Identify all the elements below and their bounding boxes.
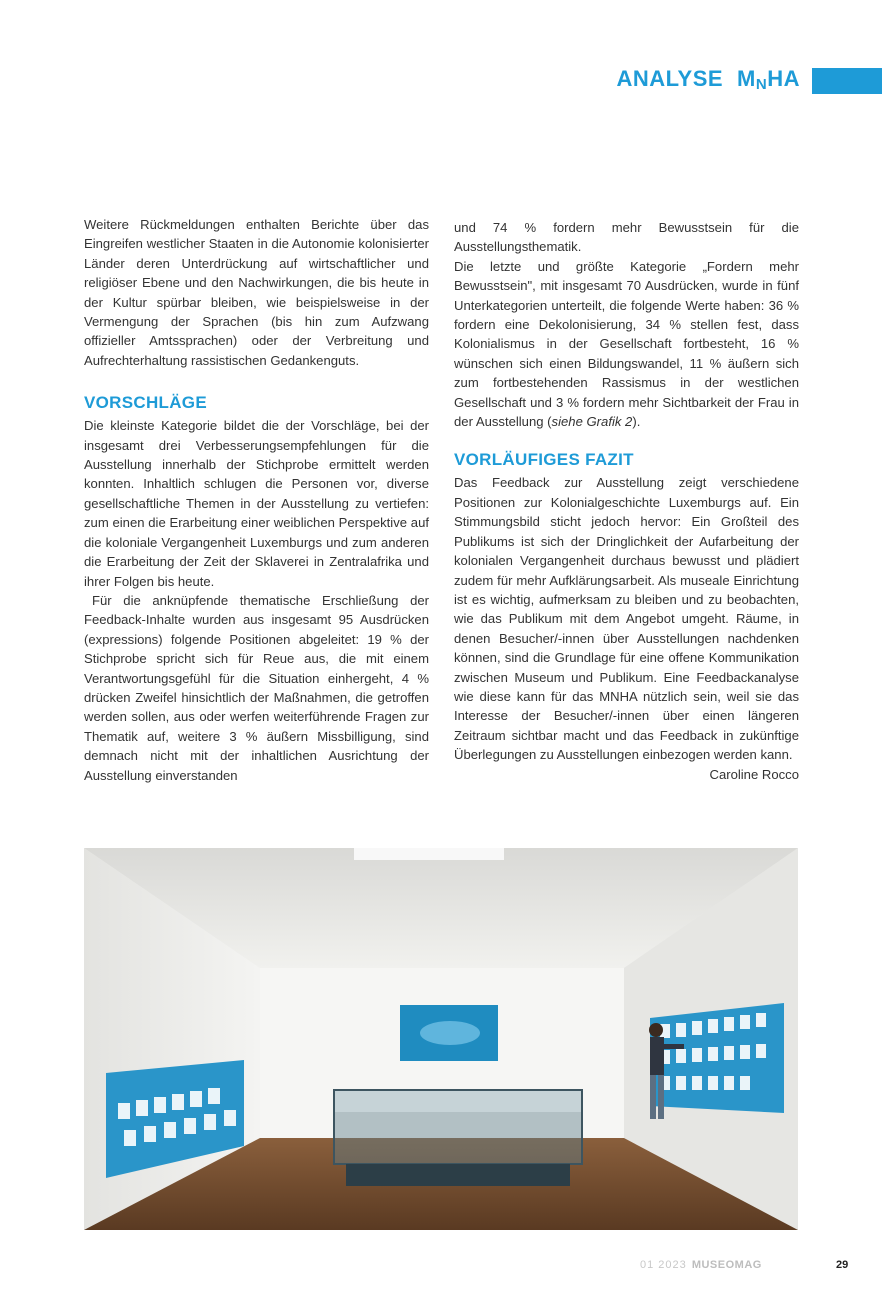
heading-vorschlaege: VORSCHLÄGE	[84, 393, 207, 413]
logo-n: N	[755, 76, 768, 93]
page-footer	[640, 1259, 850, 1275]
exhibition-room-illustration	[84, 848, 798, 1230]
fazit-paragraph: Das Feedback zur Ausstellung zeigt verschiedene Positionen zur Kolonialgeschichte Luxemburgs auf. Ein Stimmungsbild sticht jedoch hervor: Ein Großteil des Publikums ist sich der Dringlichkeit der Aufarbeitung der kolonialen Vergangenheit durchaus bewusst und plädiert zudem für mehr Aufklärungsarbeit. Als museale Einrichtung ist es wichtig, aufmerksam zu bleiben und zu beobachten, wie das Publikum mit dem Angebot umgeht. Räume, in denen Besucher/-innen über Ausstellungen nachdenken können, sind die Grundlage für eine offene Kommunikation zwischen Museum und Publikum. Eine Feedbackanalyse wie diese kann für das MNHA nützlich sein, weil sie das Interesse der Besucher/-innen über einen längeren Zeitraum sichtbar macht und das Feedback in zukünftige Überlegungen zu Ausstellungen einbezogen werden kann.	[454, 475, 799, 763]
issue-label: 01 2023	[640, 1259, 687, 1271]
kategorie-paragraph	[454, 257, 799, 432]
section-label: ANALYSE	[616, 66, 724, 91]
kategorie-text-end: ).	[632, 414, 641, 430]
intro-paragraph: Weitere Rückmeldungen enthalten Berichte über das Eingreifen westlicher Staaten in die Autonomie kolonisierter Länder deren Unterdrückung auf wirtschaftlicher und religiöser Ebene und den Nachwirkungen, die bis heute in der Kultur spürbar bleiben, wie beispielsweise in der Vermengung der Sprachen (bis hin zum Aufzwang offizieller Amtssprachen) oder der Verbreitung und Aufrechterhaltung rassistischen Gedankenguts.	[84, 217, 429, 368]
exhibition-photo	[84, 848, 798, 1230]
page-number: 29	[836, 1259, 849, 1271]
right-column	[454, 218, 799, 784]
vorschlaege-paragraph-1: Die kleinste Kategorie bildet die der Vorschläge, bei der insgesamt drei Verbesserungsempfehlungen für die Ausstellung innerhalb der Stichprobe ermittelt werden konnten. Inhaltlich schlugen die Personen vor, diverse gesellschaftliche Themen in der Ausstellung zu vertiefen: zum einen die Erarbeitung einer weiblichen Perspektive auf die koloniale Vergangenheit Luxemburgs und zum anderen die Erarbeitung der Zeit der Sklaverei in Zentralafrika und ihrer Folgen bis heute.	[84, 418, 429, 589]
vorschlaege-paragraph-2: Für die anknüpfende thematische Erschließung der Feedback-Inhalte wurden aus insgesamt 95 Ausdrücken (expressions) folgende Positionen abgeleitet: 19 % der Stichprobe spricht sich für Reue aus, die mit einem Verantwortungsgefühl für die Situation einhergeht, 4 % drücken Zweifel hinsichtlich der Maßnahmen, die getroffen werden sollen, aus oder werfen weiterführende Fragen zur Thematik auf, weitere 3 % äußern Missbilligung, sind demnach nicht mit der inhaltlichen Ausrichtung der Ausstellung einverstanden	[84, 592, 429, 783]
heading-fazit: VORLÄUFIGES FAZIT	[454, 450, 634, 470]
grafik-reference: siehe Grafik 2	[551, 414, 633, 430]
logo-ha: HA	[767, 66, 800, 91]
magazine-name: MUSEOMAG	[691, 1259, 762, 1271]
logo-m: M	[737, 66, 756, 91]
kategorie-text: Die letzte und größte Kategorie „Fordern mehr Bewusstsein", mit insgesamt 70 Ausdrücken, wurde in fünf Unterkategorien unterteilt, die folgende Werte haben: 36 % fordern eine Dekolonisierung, 34 % stellen fest, dass Kolonialismus in der Gesellschaft fortbesteht, 16 % wünschen sich einen Bildungswandel, 11 % äußern sich zum fortbestehenden Rassismus in der westlichen Gesellschaft und 3 % fordern mehr Sichtbarkeit der Frau in der Ausstellung (	[454, 258, 799, 430]
mnha-logo	[737, 66, 800, 91]
author-signature: Caroline Rocco	[709, 766, 799, 782]
continued-paragraph: und 74 % fordern mehr Bewusstsein für die Ausstellungsthematik.	[454, 220, 799, 255]
section-header	[560, 66, 800, 96]
left-column	[84, 215, 429, 785]
header-accent-bar	[812, 68, 882, 94]
